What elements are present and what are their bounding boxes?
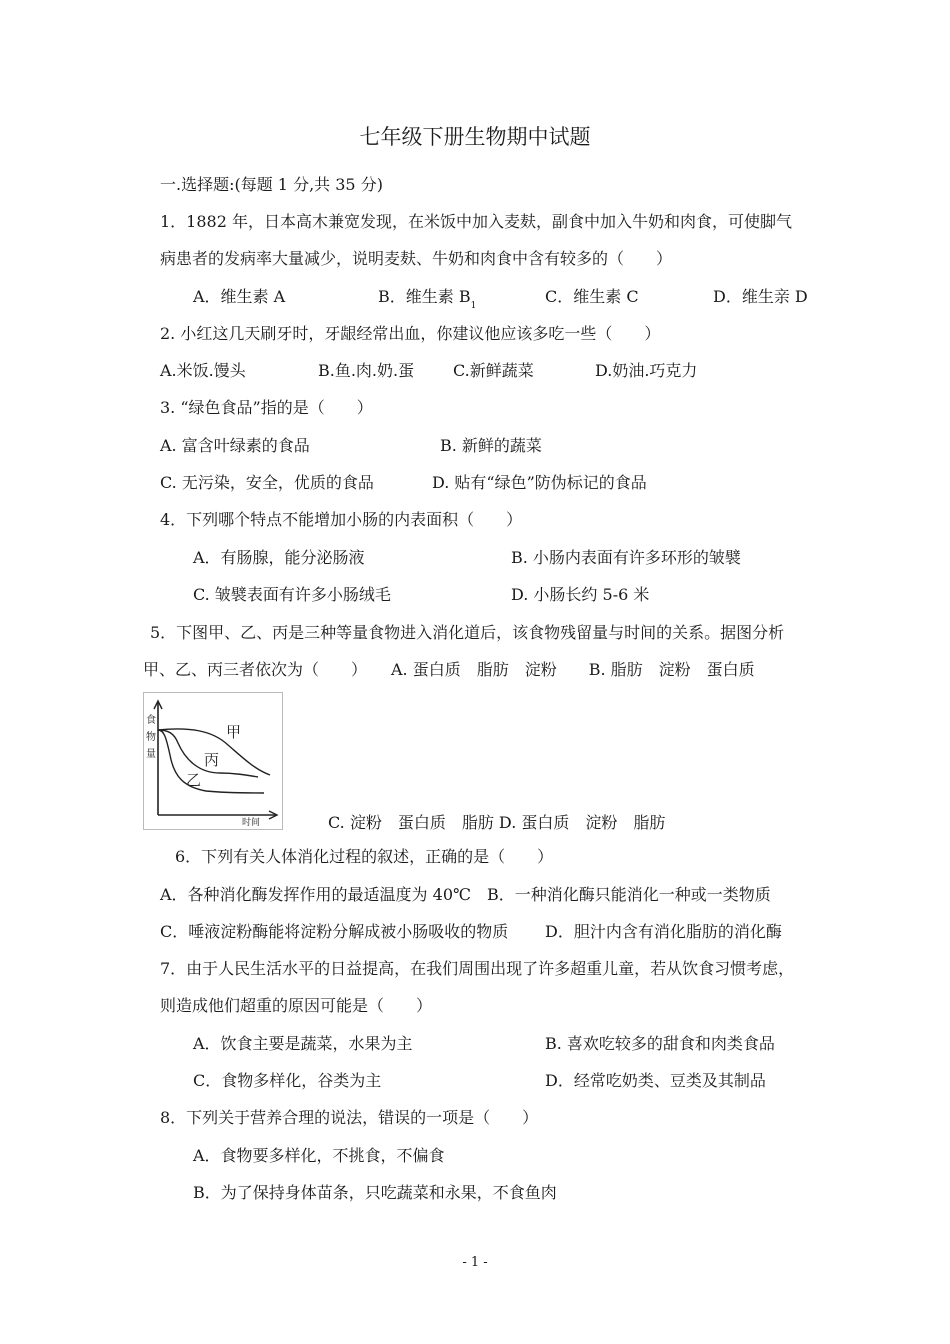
digestion-curve-figure xyxy=(143,692,283,830)
q3-option-d: D. 贴有“绿色”防伪标记的食品 xyxy=(432,473,647,492)
q7-option-d: D．经常吃奶类、豆类及其制品 xyxy=(545,1071,766,1090)
q5-stem-line1: 5．下图甲、乙、丙是三种等量食物进入消化道后，该食物残留量与时间的关系。据图分析 xyxy=(150,623,785,642)
q1-option-a: A．维生素 A xyxy=(193,287,286,306)
q3-option-a: A. 富含叶绿素的食品 xyxy=(160,436,310,455)
q7-option-c: C．食物多样化，谷类为主 xyxy=(193,1071,382,1090)
q7-option-b: B. 喜欢吃较多的甜食和肉类食品 xyxy=(545,1034,775,1053)
q4-option-d: D. 小肠长约 5-6 米 xyxy=(511,585,650,604)
page-title: 七年级下册生物期中试题 xyxy=(359,125,591,149)
curve-label-bing: 丙 xyxy=(204,751,220,769)
q8-option-b: B．为了保持身体苗条，只吃蔬菜和永果，不食鱼肉 xyxy=(193,1183,557,1202)
q1-stem-line1: 1．1882 年，日本高木兼宽发现，在米饭中加入麦麸，副食中加入牛奶和肉食，可使脚气 xyxy=(160,212,792,231)
q4-option-a: A．有肠腺，能分泌肠液 xyxy=(193,548,365,567)
q4-option-b: B. 小肠内表面有许多环形的皱襞 xyxy=(511,548,741,567)
q7-stem-line2: 则造成他们超重的原因可能是（ ） xyxy=(160,996,433,1015)
q3-stem: 3. “绿色食品”指的是（ ） xyxy=(160,398,373,417)
q3-option-c: C. 无污染，安全，优质的食品 xyxy=(160,473,374,492)
page-number: - 1 - xyxy=(462,1255,488,1270)
x-axis-label: 时间 xyxy=(242,818,261,828)
q5-stem-line2: 甲、乙、丙三者依次为（ ） A. 蛋白质 脂肪 淀粉 B. 脂肪 淀粉 蛋白质 xyxy=(143,660,755,679)
q4-stem: 4．下列哪个特点不能增加小肠的内表面积（ ） xyxy=(160,510,523,529)
q7-option-a: A．饮食主要是蔬菜，水果为主 xyxy=(193,1034,413,1053)
q6-option-c: C．唾液淀粉酶能将淀粉分解成被小肠吸收的物质 xyxy=(160,922,509,941)
q1-option-c: C．维生素 C xyxy=(545,287,639,306)
q2-stem: 2. 小红这几天刷牙时，牙龈经常出血，你建议他应该多吃一些（ ） xyxy=(160,324,661,343)
digestion-curve-svg xyxy=(144,693,282,829)
q1-option-d: D．维生亲 D xyxy=(713,287,808,306)
q2-option-b: B.鱼.肉.奶.蛋 xyxy=(318,361,415,380)
q6-option-b: B．一种消化酶只能消化一种或一类物质 xyxy=(487,885,771,904)
q5-options-cd: C. 淀粉 蛋白质 脂肪 D. 蛋白质 淀粉 脂肪 xyxy=(328,813,666,832)
q2-option-a: A.米饭.馒头 xyxy=(160,361,246,380)
q8-stem: 8．下列关于营养合理的说法，错误的一项是（ ） xyxy=(160,1108,539,1127)
curve-label-yi: 乙 xyxy=(186,771,202,789)
q6-stem: 6．下列有关人体消化过程的叙述，正确的是（ ） xyxy=(175,847,554,866)
q2-option-c: C.新鲜蔬菜 xyxy=(453,361,534,380)
q8-option-a: A．食物要多样化，不挑食，不偏食 xyxy=(193,1146,445,1165)
q2-option-d: D.奶油.巧克力 xyxy=(595,361,698,380)
curve-label-jia: 甲 xyxy=(226,723,242,741)
q3-option-b: B. 新鲜的蔬菜 xyxy=(440,436,542,455)
q1-option-b-subscript: 1 xyxy=(470,301,477,311)
y-label-char-3: 量 xyxy=(146,749,156,760)
q1-stem-line2: 病患者的发病率大量减少，说明麦麸、牛奶和肉食中含有较多的（ ） xyxy=(160,249,673,268)
y-label-char-1: 食 xyxy=(146,715,156,726)
q1-option-b: B．维生素 $B_1$ xyxy=(378,287,477,311)
q7-stem-line1: 7．由于人民生活水平的日益提高，在我们周围出现了许多超重儿童，若从饮食习惯考虑， xyxy=(160,959,795,978)
y-label-char-2: 物 xyxy=(146,732,156,743)
section-heading: 一.选择题:(每题 1 分,共 35 分) xyxy=(160,175,383,194)
q4-option-c: C. 皱襞表面有许多小肠绒毛 xyxy=(193,585,391,604)
q6-option-a: A．各种消化酶发挥作用的最适温度为 40℃ xyxy=(160,885,471,904)
q6-option-d: D．胆汁内含有消化脂肪的消化酶 xyxy=(545,922,782,941)
